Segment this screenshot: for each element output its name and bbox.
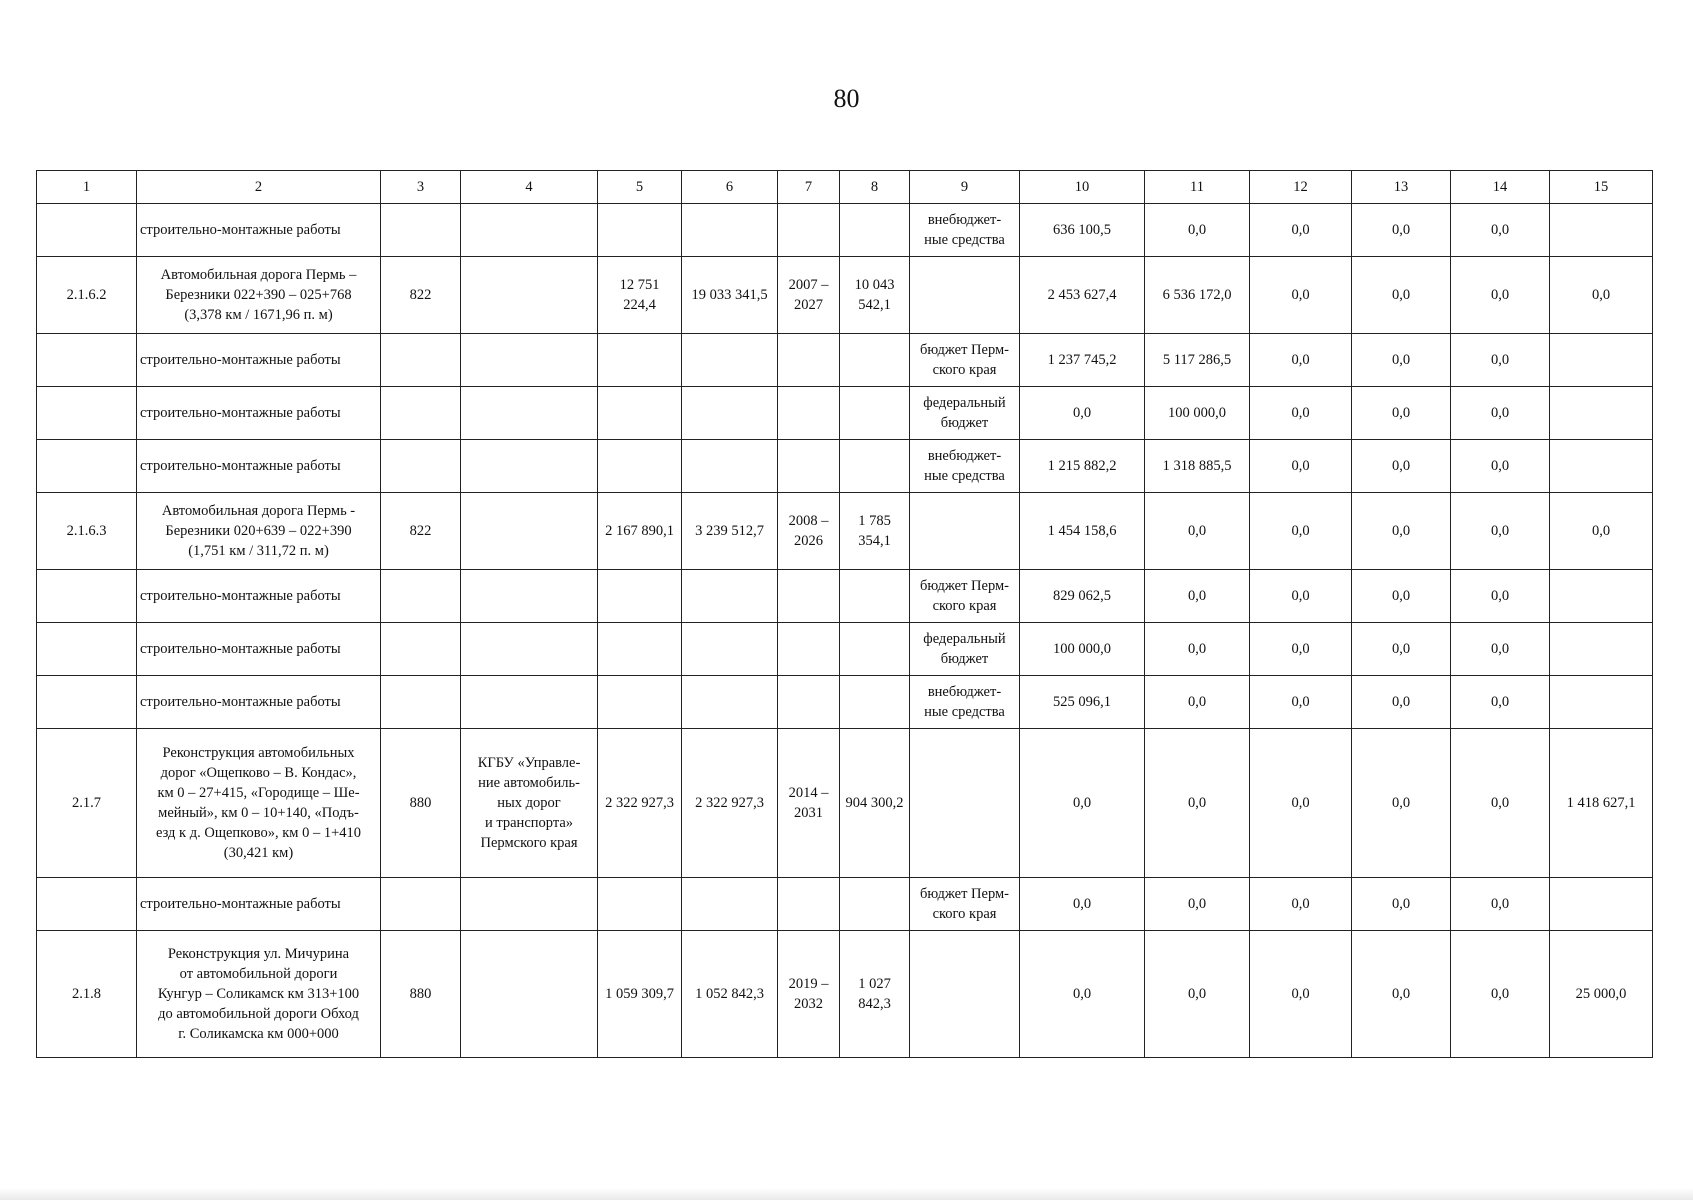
table-cell-col-10: 100 000,0 (1020, 623, 1145, 676)
table-cell-col-15: 25 000,0 (1550, 931, 1653, 1058)
table-cell-col-9: федеральный бюджет (910, 623, 1020, 676)
table-cell-col-14: 0,0 (1451, 204, 1550, 257)
table-cell-col-5 (598, 440, 682, 493)
table-row-subitem (37, 676, 1653, 729)
table-row-item (37, 931, 1653, 1058)
page-number: 80 (833, 84, 860, 113)
table-row-subitem (37, 878, 1653, 931)
table-cell-col-14: 0,0 (1451, 878, 1550, 931)
table-cell-col-5 (598, 387, 682, 440)
table-cell-col-7: 2019 – 2032 (778, 931, 840, 1058)
table-cell-col-10: 829 062,5 (1020, 570, 1145, 623)
table-row-item (37, 729, 1653, 878)
table-cell-col-1 (37, 878, 137, 931)
table-cell-col-1: 2.1.7 (37, 729, 137, 878)
table-cell-col-13: 0,0 (1352, 387, 1451, 440)
table-cell-col-4 (461, 204, 598, 257)
table-cell-col-13: 0,0 (1352, 931, 1451, 1058)
table-cell-col-9 (910, 729, 1020, 878)
table-cell-col-3: 880 (381, 729, 461, 878)
table-cell-col-7 (778, 676, 840, 729)
table-cell-col-13: 0,0 (1352, 493, 1451, 570)
table-cell-col-6 (682, 878, 778, 931)
table-cell-col-4 (461, 493, 598, 570)
table-cell-col-14: 0,0 (1451, 257, 1550, 334)
table-cell-col-1 (37, 387, 137, 440)
table-cell-col-4 (461, 676, 598, 729)
table-cell-col-7 (778, 878, 840, 931)
table-cell-col-1 (37, 676, 137, 729)
col-header-1: 1 (37, 171, 137, 204)
table-cell-col-5: 1 059 309,7 (598, 931, 682, 1058)
table-cell-col-8 (840, 570, 910, 623)
table-cell-col-7: 2007 – 2027 (778, 257, 840, 334)
table-cell-col-6: 19 033 341,5 (682, 257, 778, 334)
table-cell-col-8: 1 027 842,3 (840, 931, 910, 1058)
table-cell-col-6 (682, 570, 778, 623)
col-header-4: 4 (461, 171, 598, 204)
table-cell-col-7 (778, 570, 840, 623)
table-cell-col-11: 0,0 (1145, 931, 1250, 1058)
table-cell-col-9: бюджет Перм- ского края (910, 570, 1020, 623)
table-cell-col-4 (461, 931, 598, 1058)
table-cell-col-12: 0,0 (1250, 493, 1352, 570)
table-cell-col-15 (1550, 878, 1653, 931)
col-header-15: 15 (1550, 171, 1653, 204)
table-cell-col-8 (840, 204, 910, 257)
table-cell-col-6 (682, 623, 778, 676)
table-cell-col-8 (840, 440, 910, 493)
table-cell-col-7: 2014 – 2031 (778, 729, 840, 878)
table-cell-col-12: 0,0 (1250, 440, 1352, 493)
table-cell-col-9 (910, 931, 1020, 1058)
table-cell-col-5 (598, 204, 682, 257)
table-cell-col-7 (778, 387, 840, 440)
table-cell-col-4 (461, 257, 598, 334)
table-cell-col-14: 0,0 (1451, 440, 1550, 493)
table-cell-col-2: строительно-монтажные работы (137, 387, 381, 440)
table-cell-col-7 (778, 204, 840, 257)
table-cell-col-11: 0,0 (1145, 676, 1250, 729)
table-cell-col-12: 0,0 (1250, 623, 1352, 676)
table-cell-col-5 (598, 570, 682, 623)
table-cell-col-6 (682, 387, 778, 440)
table-cell-col-11: 0,0 (1145, 878, 1250, 931)
table-cell-col-8 (840, 676, 910, 729)
table-cell-col-10: 0,0 (1020, 387, 1145, 440)
table-cell-col-11: 0,0 (1145, 493, 1250, 570)
table-cell-col-8: 10 043 542,1 (840, 257, 910, 334)
table-cell-col-3 (381, 623, 461, 676)
table-row-subitem (37, 334, 1653, 387)
table-cell-col-2: строительно-монтажные работы (137, 334, 381, 387)
table-cell-col-3 (381, 676, 461, 729)
table-cell-col-2: строительно-монтажные работы (137, 204, 381, 257)
table-cell-col-2: строительно-монтажные работы (137, 676, 381, 729)
table-cell-col-12: 0,0 (1250, 334, 1352, 387)
table-cell-col-3 (381, 878, 461, 931)
table-cell-col-6 (682, 204, 778, 257)
table-cell-col-12: 0,0 (1250, 729, 1352, 878)
table-cell-col-3 (381, 204, 461, 257)
table-cell-col-10: 0,0 (1020, 729, 1145, 878)
table-cell-col-7 (778, 334, 840, 387)
table-cell-col-11: 0,0 (1145, 570, 1250, 623)
table-cell-col-5: 2 167 890,1 (598, 493, 682, 570)
table-cell-col-15 (1550, 676, 1653, 729)
table-cell-col-14: 0,0 (1451, 729, 1550, 878)
table-cell-col-13: 0,0 (1352, 334, 1451, 387)
table-cell-col-11: 0,0 (1145, 204, 1250, 257)
table-cell-col-5 (598, 334, 682, 387)
table-cell-col-6 (682, 440, 778, 493)
table-cell-col-15: 0,0 (1550, 257, 1653, 334)
table-cell-col-12: 0,0 (1250, 204, 1352, 257)
table-cell-col-1 (37, 204, 137, 257)
table-cell-col-1 (37, 623, 137, 676)
table-cell-col-15 (1550, 387, 1653, 440)
table-cell-col-3: 822 (381, 257, 461, 334)
table-cell-col-11: 0,0 (1145, 623, 1250, 676)
table-cell-col-10: 1 237 745,2 (1020, 334, 1145, 387)
table-cell-col-3 (381, 570, 461, 623)
table-cell-col-14: 0,0 (1451, 570, 1550, 623)
table-cell-col-12: 0,0 (1250, 257, 1352, 334)
table-cell-col-7: 2008 – 2026 (778, 493, 840, 570)
table-cell-col-8: 904 300,2 (840, 729, 910, 878)
table-cell-col-13: 0,0 (1352, 878, 1451, 931)
table-cell-col-6: 2 322 927,3 (682, 729, 778, 878)
table-cell-col-13: 0,0 (1352, 623, 1451, 676)
table-cell-col-9: бюджет Перм- ского края (910, 878, 1020, 931)
table-cell-col-14: 0,0 (1451, 334, 1550, 387)
table-cell-col-4 (461, 878, 598, 931)
table-cell-col-7 (778, 623, 840, 676)
table-cell-col-5 (598, 878, 682, 931)
table-cell-col-10: 525 096,1 (1020, 676, 1145, 729)
table-cell-col-6: 1 052 842,3 (682, 931, 778, 1058)
table-cell-col-2: строительно-монтажные работы (137, 570, 381, 623)
table-cell-col-8 (840, 334, 910, 387)
table-cell-col-9: внебюджет- ные средства (910, 440, 1020, 493)
table-cell-col-12: 0,0 (1250, 387, 1352, 440)
table-cell-col-12: 0,0 (1250, 570, 1352, 623)
table-cell-col-12: 0,0 (1250, 676, 1352, 729)
table-cell-col-1: 2.1.6.2 (37, 257, 137, 334)
table-cell-col-2: Автомобильная дорога Пермь – Березники 022+390 – 025+768 (3,378 км / 1671,96 п. м) (137, 257, 381, 334)
table-row-item (37, 257, 1653, 334)
table-cell-col-13: 0,0 (1352, 676, 1451, 729)
col-header-7: 7 (778, 171, 840, 204)
table-cell-col-4 (461, 623, 598, 676)
table-cell-col-4 (461, 387, 598, 440)
table-cell-col-14: 0,0 (1451, 387, 1550, 440)
table-cell-col-11: 5 117 286,5 (1145, 334, 1250, 387)
table-row-item (37, 493, 1653, 570)
col-header-5: 5 (598, 171, 682, 204)
table-cell-col-2: строительно-монтажные работы (137, 878, 381, 931)
table-cell-col-9: федеральный бюджет (910, 387, 1020, 440)
col-header-13: 13 (1352, 171, 1451, 204)
table-cell-col-13: 0,0 (1352, 570, 1451, 623)
table-cell-col-10: 0,0 (1020, 878, 1145, 931)
table-cell-col-2: строительно-монтажные работы (137, 440, 381, 493)
table-cell-col-14: 0,0 (1451, 493, 1550, 570)
scan-edge (0, 1188, 1693, 1200)
col-header-6: 6 (682, 171, 778, 204)
table-cell-col-3: 880 (381, 931, 461, 1058)
table-cell-col-15 (1550, 334, 1653, 387)
col-header-10: 10 (1020, 171, 1145, 204)
col-header-8: 8 (840, 171, 910, 204)
table-cell-col-12: 0,0 (1250, 931, 1352, 1058)
table-row-subitem (37, 623, 1653, 676)
table-cell-col-9: внебюджет- ные средства (910, 676, 1020, 729)
table-cell-col-9 (910, 257, 1020, 334)
table-cell-col-6 (682, 334, 778, 387)
table-cell-col-4 (461, 334, 598, 387)
table-cell-col-13: 0,0 (1352, 204, 1451, 257)
table-cell-col-1 (37, 334, 137, 387)
table-cell-col-3: 822 (381, 493, 461, 570)
table-cell-col-8: 1 785 354,1 (840, 493, 910, 570)
table-cell-col-3 (381, 387, 461, 440)
table-row-subitem (37, 570, 1653, 623)
table-cell-col-10: 636 100,5 (1020, 204, 1145, 257)
program-table (36, 170, 1653, 1058)
col-header-2: 2 (137, 171, 381, 204)
table-cell-col-15 (1550, 204, 1653, 257)
table-cell-col-2: Реконструкция автомобильных дорог «Ощепково – В. Кондас», км 0 – 27+415, «Городище – Ше- мейный», км 0 – 10+140, «Подъ- езд к д. Ощепково», км 0 – 1+410 (30,421 км) (137, 729, 381, 878)
table-cell-col-15: 1 418 627,1 (1550, 729, 1653, 878)
table-cell-col-4: КГБУ «Управле- ние автомобиль- ных дорог и транспорта» Пермского края (461, 729, 598, 878)
table-cell-col-2: строительно-монтажные работы (137, 623, 381, 676)
table-cell-col-15 (1550, 570, 1653, 623)
table-cell-col-15: 0,0 (1550, 493, 1653, 570)
table-cell-col-5 (598, 623, 682, 676)
table-cell-col-13: 0,0 (1352, 440, 1451, 493)
table-cell-col-13: 0,0 (1352, 729, 1451, 878)
header-row (37, 171, 1653, 204)
table-cell-col-1: 2.1.8 (37, 931, 137, 1058)
table-cell-col-5: 2 322 927,3 (598, 729, 682, 878)
table-row-subitem (37, 387, 1653, 440)
table-cell-col-11: 6 536 172,0 (1145, 257, 1250, 334)
table-cell-col-10: 2 453 627,4 (1020, 257, 1145, 334)
table-cell-col-7 (778, 440, 840, 493)
table-cell-col-15 (1550, 440, 1653, 493)
table-row-subitem (37, 204, 1653, 257)
table-cell-col-10: 1 454 158,6 (1020, 493, 1145, 570)
table-cell-col-9 (910, 493, 1020, 570)
table-cell-col-5 (598, 676, 682, 729)
table-cell-col-1: 2.1.6.3 (37, 493, 137, 570)
table-cell-col-2: Автомобильная дорога Пермь - Березники 020+639 – 022+390 (1,751 км / 311,72 п. м) (137, 493, 381, 570)
table-cell-col-9: бюджет Перм- ского края (910, 334, 1020, 387)
table-cell-col-14: 0,0 (1451, 931, 1550, 1058)
table-cell-col-13: 0,0 (1352, 257, 1451, 334)
col-header-9: 9 (910, 171, 1020, 204)
table-cell-col-6 (682, 676, 778, 729)
table-cell-col-8 (840, 623, 910, 676)
table-cell-col-4 (461, 440, 598, 493)
table-cell-col-10: 0,0 (1020, 931, 1145, 1058)
table-cell-col-8 (840, 878, 910, 931)
table-cell-col-6: 3 239 512,7 (682, 493, 778, 570)
table-cell-col-2: Реконструкция ул. Мичурина от автомобильной дороги Кунгур – Соликамск км 313+100 до автомобильной дороги Обход г. Соликамска км 000+000 (137, 931, 381, 1058)
table-cell-col-3 (381, 334, 461, 387)
table-cell-col-11: 1 318 885,5 (1145, 440, 1250, 493)
table-cell-col-11: 0,0 (1145, 729, 1250, 878)
table-cell-col-14: 0,0 (1451, 623, 1550, 676)
table-cell-col-12: 0,0 (1250, 878, 1352, 931)
table-row-subitem (37, 440, 1653, 493)
table-cell-col-8 (840, 387, 910, 440)
table-cell-col-9: внебюджет- ные средства (910, 204, 1020, 257)
table-cell-col-11: 100 000,0 (1145, 387, 1250, 440)
table-cell-col-3 (381, 440, 461, 493)
table-cell-col-1 (37, 440, 137, 493)
table-cell-col-10: 1 215 882,2 (1020, 440, 1145, 493)
col-header-11: 11 (1145, 171, 1250, 204)
col-header-14: 14 (1451, 171, 1550, 204)
col-header-12: 12 (1250, 171, 1352, 204)
table-cell-col-14: 0,0 (1451, 676, 1550, 729)
table-cell-col-15 (1550, 623, 1653, 676)
col-header-3: 3 (381, 171, 461, 204)
table-cell-col-1 (37, 570, 137, 623)
table-cell-col-4 (461, 570, 598, 623)
table-cell-col-5: 12 751 224,4 (598, 257, 682, 334)
